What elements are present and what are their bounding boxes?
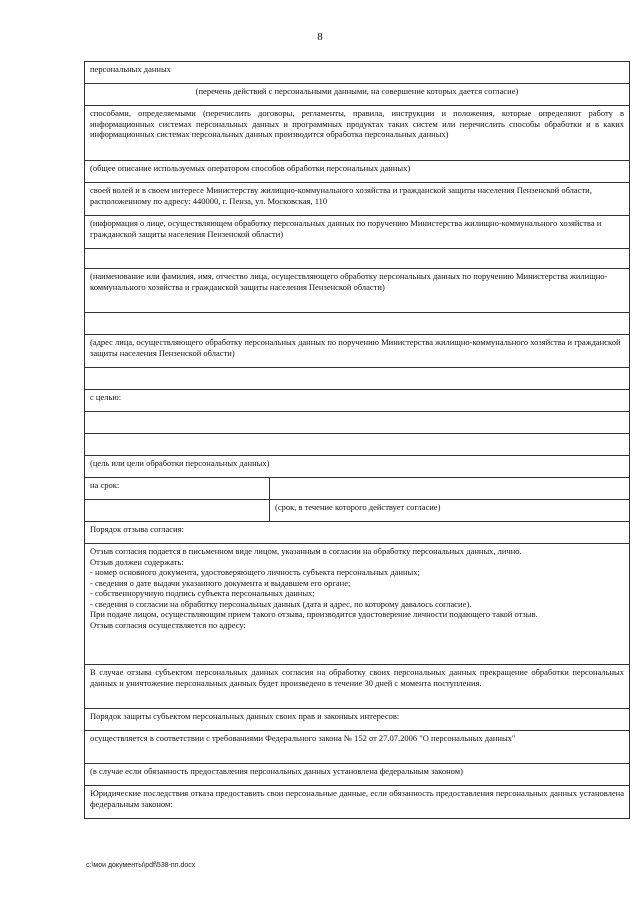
form-cell: В случае отзыва субъектом персональных данных согласия на обработку своих персональных данных прекращение обработки персональных данных и уничтожение персональных данных будет произведено в течение 30 дней с момента поступления. [85, 665, 630, 709]
table-row [85, 183, 630, 216]
table-row [85, 161, 630, 183]
blank-field[interactable] [85, 412, 630, 434]
withdrawal-text: - собственноручную подпись субъекта персональных данных; [90, 588, 315, 598]
blank-field[interactable] [85, 313, 630, 335]
form-caption: (адрес лица, осуществляющего обработку персональных данных по поручению Министерства жилищно-коммунального хозяйства и гражданской защиты населения Пензенской области) [85, 335, 630, 368]
withdrawal-text: Отзыв согласия подается в письменном виде лицом, указанным в согласии на обработку персональных данных, лично. [90, 546, 522, 556]
form-caption: (перечень действий с персональными данными, на совершение которых дается согласие) [85, 84, 630, 106]
table-row [85, 335, 630, 368]
table-row [85, 731, 630, 764]
table-row [85, 106, 630, 161]
form-caption: (цель или цели обработки персональных данных) [85, 456, 630, 478]
blank-field[interactable] [85, 434, 630, 456]
table-row [85, 62, 630, 84]
table-row [85, 390, 630, 412]
form-cell: Юридические последствия отказа предоставить свои персональные данные, если обязанность предоставления персональных данных установлена федеральным законом: [85, 786, 630, 819]
form-caption: (общее описание используемых оператором способов обработки персональных данных) [85, 161, 630, 183]
withdrawal-text: Отзыв должен содержать: [90, 556, 184, 567]
withdrawal-text: - сведения о дате выдачи указанного документа и выдавшем его органе; [90, 577, 351, 588]
form-cell: Порядок защиты субъектом персональных данных своих прав и законных интересов: [85, 709, 630, 731]
table-row [85, 434, 630, 456]
form-caption: (наименование или фамилия, имя, отчество лица, осуществляющего обработку персональных данных по поручению Министерства жилищно-коммунального хозяйства и гражданской защиты населения Пензенской области) [85, 269, 630, 313]
table-row [85, 456, 630, 478]
table-row [85, 368, 630, 390]
table-row [85, 249, 630, 269]
blank-field[interactable] [85, 500, 270, 522]
withdrawal-text: Отзыв согласия осуществляется по адресу: [90, 619, 246, 630]
form-cell: персональных данных [85, 62, 630, 84]
page-number: 8 [317, 31, 323, 43]
table-row [85, 313, 630, 335]
table-row [85, 500, 630, 522]
blank-field[interactable] [85, 249, 630, 269]
table-row [85, 709, 630, 731]
table-row [85, 522, 630, 544]
withdrawal-text: - номер основного документа, удостоверяющего личность субъекта персональных данных; [90, 567, 420, 577]
form-cell [85, 544, 630, 665]
table-row [85, 478, 630, 500]
form-cell: осуществляется в соответствии с требованиями Федерального закона № 152 от 27.07.2006 "О персональных данных" [85, 731, 630, 764]
form-cell: на срок: [85, 478, 270, 500]
withdrawal-text: - сведения о согласии на обработку персональных данных (дата и адрес, по которому давалось согласие). [90, 598, 472, 609]
form-cell: способами, определяемыми (перечислить договоры, регламенты, правила, инструкции и положения, которые определяют работу в информационных системах персональных данных и программных продуктах таких систем или перечислить способы обработки и в каких информационных системах персональных данных производится обработка персональных данных) [85, 106, 630, 161]
table-row [85, 216, 630, 249]
blank-field[interactable] [85, 368, 630, 390]
table-row [85, 764, 630, 786]
table-row [85, 544, 630, 665]
form-caption: (в случае если обязанность предоставления персональных данных установлена федеральным законом) [85, 764, 630, 786]
form-cell: своей волей и в своем интересе Министерству жилищно-коммунального хозяйства и гражданской защиты населения Пензенской области, расположенному по адресу: 440000, г. Пенза, ул. Московская, 110 [85, 183, 630, 216]
table-row [85, 269, 630, 313]
form-cell: Порядок отзыва согласия: [85, 522, 630, 544]
footer-file-path: c:\мои документы\pdf\538-пп.docx [86, 862, 196, 869]
form-cell: с целью: [85, 390, 630, 412]
table-row [85, 84, 630, 106]
withdrawal-text: При подаче лицом, осуществляющим прием такого отзыва, производится удостоверение личности подающего такой отзыв. [90, 609, 538, 619]
form-caption: (срок, в течение которого действует согласие) [270, 500, 630, 522]
blank-field[interactable] [270, 478, 630, 500]
table-row [85, 412, 630, 434]
table-row [85, 786, 630, 819]
consent-form-table [84, 61, 630, 819]
table-row [85, 665, 630, 709]
form-caption: (информация о лице, осуществляющем обработку персональных данных по поручению Министерства жилищно-коммунального хозяйства и гражданской защиты населения Пензенской области) [85, 216, 630, 249]
